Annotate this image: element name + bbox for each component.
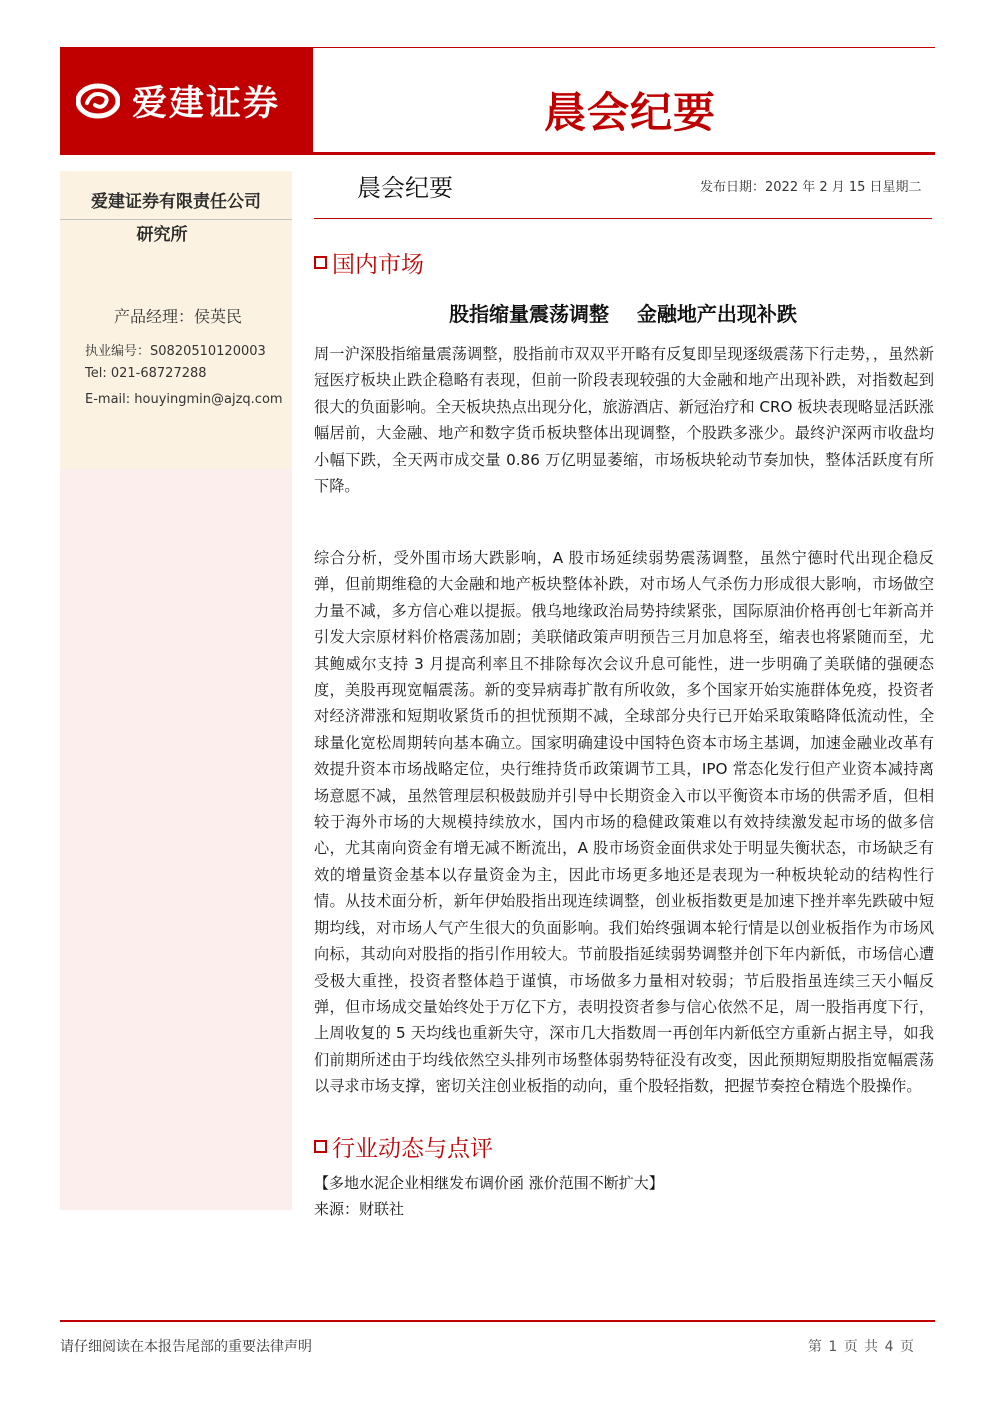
sidebar-info-panel (60, 171, 292, 469)
contact-email[interactable]: E-mail: houyingmin@ajzq.com (85, 392, 283, 407)
page-indicator: 第 1 页 共 4 页 (807, 1339, 915, 1355)
section-heading-industry (314, 1130, 493, 1163)
legal-disclaimer: 请仔细阅读在本报告尾部的重要法律声明 (60, 1339, 312, 1355)
doc-type-label: 晨会纪要 (357, 174, 453, 202)
section-heading-domestic (314, 246, 424, 279)
company-name: 爱建证券有限责任公司 (91, 192, 261, 212)
news-title: 【多地水泥企业相继发布调价函 涨价范围不断扩大】 (314, 1174, 664, 1192)
report-title: 晨会纪要 (543, 88, 716, 137)
department-name: 研究所 (136, 225, 188, 245)
license-number: 执业编号：S0820510120003 (85, 344, 266, 359)
square-bullet-icon (314, 1140, 327, 1153)
paragraph-analysis: 综合分析，受外围市场大跌影响，A 股市场延续弱势震荡调整，虽然宁德时代出现企稳反弹，但前期维稳的大金融和地产板块整体补跌，对市场人气杀伤力形成很大影响，市场做空力量不减，多方信心难以提振。俄乌地缘政治局势持续紧张，国际原油价格再创七年新高并引发大宗原材料价格震荡加剧；美联储政策声明预告三月加息将至，缩表也将紧随而至，尤其鲍威尔支持 3 月提高利率且不排除每次会议升息可能性，进一步明确了美联储的强硬态度，美股再现宽幅震荡。新的变异病毒扩散有所收敛，多个国家开始实施群体免疫，投资者对经济滞涨和短期收紧货币的担忧预期不减，全球部分央行已开始采取策略降低流动性，全球量化宽松周期转向基本确立。国家明确建设中国特色资本市场主基调，加速金融业改革有效提升资本市场战略定位，央行维持货币政策调节工具，IPO 常态化发行但产业资本减持离场意愿不减，虽然管理层积极鼓励并引导中长期资金入市以平衡资本市场的供需矛盾，但相较于海外市场的大规模持续放水，国内市场的稳健政策难以有效持续激发起市场的做多信心，尤其南向资金有增无减不断流出，A 股市场资金面供求处于明显失衡状态，市场缺乏有效的增量资金基本以存量资金为主，因此市场更多地还是表现为一种板块轮动的结构性行情。从技术面分析，新年伊始股指出现连续调整，创业板指数更是加速下挫并率先跌破中短期均线，对市场人气产生很大的负面影响。我们始终强调本轮行情是以创业板指作为市场风向标，其动向对股指的指引作用较大。节前股指延续弱势调整并创下年内新低，市场信心遭受极大重挫，投资者整体趋于谨慎，市场做多力量相对较弱；节后股指虽连续三天小幅反弹，但市场成交量始终处于万亿下方，表明投资者参与信心依然不足，周一股指再度下行，上周收复的 5 天均线也重新失守，深市几大指数周一再创年内新低空方重新占据主导，如我们前期所述由于均线依然空头排列市场整体弱势特征没有改变，因此预期短期股指宽幅震荡以寻求市场支撑，密切关注创业板指的动向，重个股轻指数，把握节奏控仓精选个股操作。 (314, 549, 934, 1096)
main-rule (314, 218, 932, 219)
brand-logo (60, 48, 313, 153)
article-headline: 股指缩量震荡调整 金融地产出现补跌 (449, 302, 797, 326)
brand-logo-text: 爱建证券 (132, 83, 281, 124)
section-heading-text: 行业动态与点评 (332, 1136, 493, 1162)
news-source: 来源：财联社 (314, 1200, 405, 1218)
publish-date: 发布日期：2022 年 2 月 15 日星期二 (700, 180, 922, 195)
brand-swirl-icon (76, 83, 120, 119)
sidebar (60, 171, 292, 1210)
product-manager: 产品经理：侯英民 (113, 307, 242, 326)
section-heading-text: 国内市场 (332, 252, 424, 278)
header-rule (60, 152, 935, 155)
contact-tel: Tel: 021-68727288 (85, 366, 207, 381)
paragraph-market-summary: 周一沪深股指缩量震荡调整，股指前市双双平开略有反复即呈现逐级震荡下行走势，，虽然新冠医疗板块止跌企稳略有表现，但前一阶段表现较强的大金融和地产出现补跌，对指数起到很大的负面影响。全天板块热点出现分化，旅游酒店、新冠治疗和 CRO 板块表现略显活跃涨幅居前，大金融、地产和数字货币板块整体出现调整，个股跌多涨少。最终沪深两市收盘均小幅下跌，全天两市成交量 0.86 万亿明显萎缩，市场板块轮动节奏加快，整体活跃度有所下降。 (314, 345, 934, 496)
footer-rule (60, 1320, 935, 1322)
square-bullet-icon (314, 256, 327, 269)
